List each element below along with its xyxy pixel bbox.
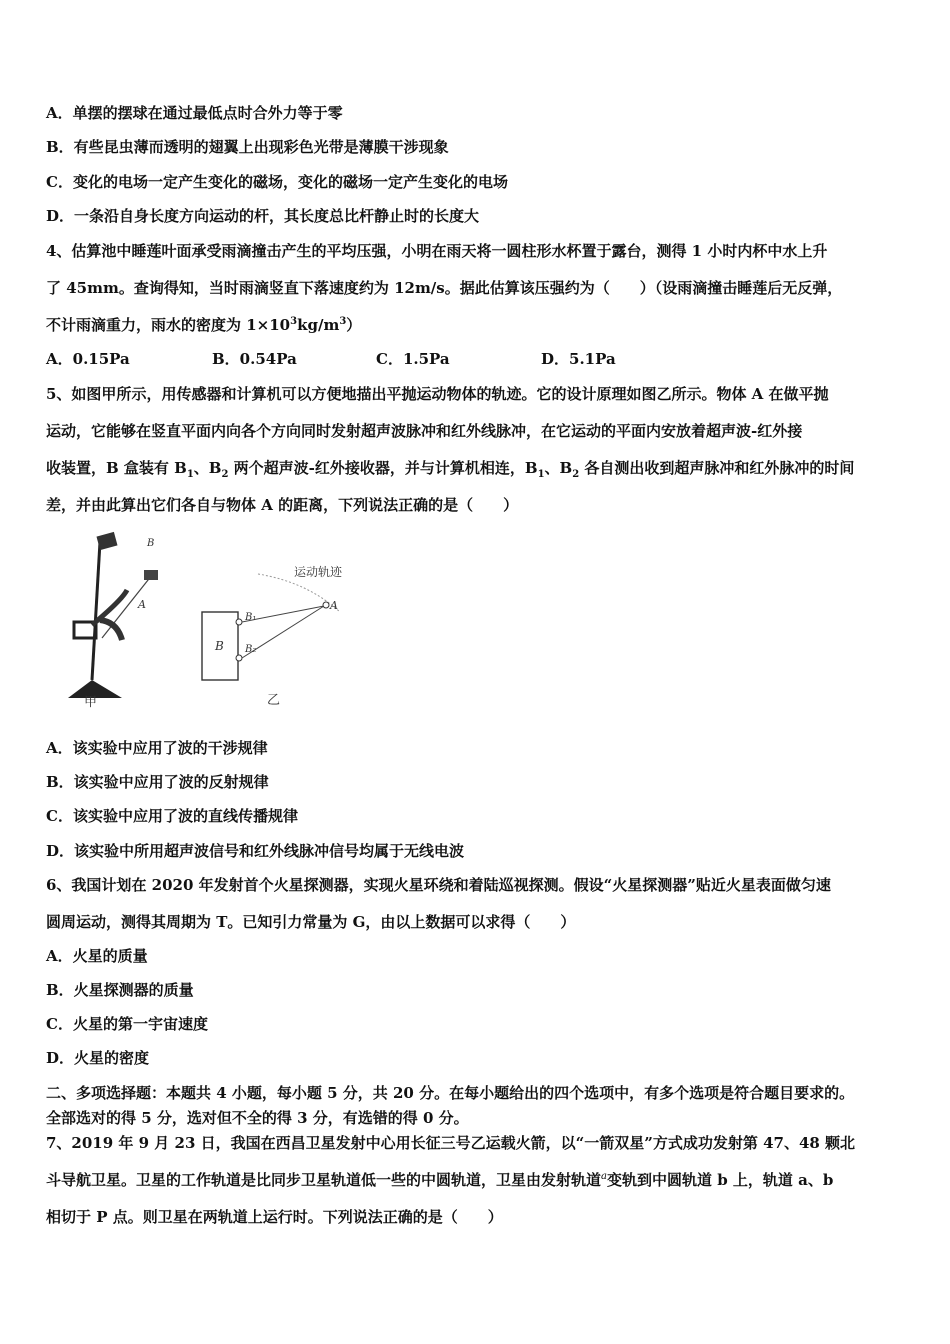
figure-label-jia: 甲 bbox=[84, 695, 98, 710]
q3-option-c: C．变化的电场一定产生变化的磁场，变化的磁场一定产生变化的电场 bbox=[46, 173, 508, 191]
q7-line2-b: 变轨到中圆轨道 b 上，轨道 a、b bbox=[606, 1171, 834, 1189]
figure-label-B-box: B bbox=[215, 639, 224, 653]
q7-stem-line1: 7、2019 年 9 月 23 日，我国在西昌卫星发射中心用长征三号乙运载火箭，以“一箭双星”方式成功发射第 47、48 颗北 bbox=[46, 1134, 856, 1152]
q7-stem-line3: 相切于 P 点。则卫星在两轨道上运行时。下列说法正确的是（ ） bbox=[46, 1208, 503, 1226]
q4-option-a: A．0.15Pa bbox=[46, 350, 130, 368]
q6-stem-line1: 6、我国计划在 2020 年发射首个火星探测器，实现火星环绕和着陆巡视探测。假设“火星探测器”贴近火星表面做匀速 bbox=[46, 876, 831, 894]
q5-l3-sub4: 2 bbox=[572, 469, 580, 480]
q5-l3-c: 两个超声波-红外接收器，并与计算机相连，B bbox=[228, 459, 538, 477]
q5-stem-line2: 运动，它能够在竖直平面内向各个方向同时发射超声波脉冲和红外线脉冲，在它运动的平面内安放着超声波-红外接 bbox=[46, 422, 803, 440]
q6-stem-line2: 圆周运动，测得其周期为 T。已知引力常量为 G，由以上数据可以求得（ ） bbox=[46, 913, 576, 931]
q5-stem-line4: 差，并由此算出它们各自与物体 A 的距离，下列说法正确的是（ ） bbox=[46, 496, 519, 514]
q3-option-d: D．一条沿自身长度方向运动的杆，其长度总比杆静止时的长度大 bbox=[46, 207, 480, 225]
q4-line3-sup2: 3 bbox=[339, 316, 347, 327]
q4-line3-sup: 3 bbox=[290, 316, 298, 327]
q6-option-c: C．火星的第一宇宙速度 bbox=[46, 1015, 208, 1033]
q4-stem-line2: 了 45mm。查询得知，当时雨滴竖直下落速度约为 12m/s。据此估算该压强约为（ ）（设雨滴撞击睡莲后无反弹， bbox=[46, 279, 843, 297]
q4-option-b: B．0.54Pa bbox=[212, 350, 297, 368]
figure-yi-schematic bbox=[202, 574, 340, 680]
q7-line2-sym: a bbox=[601, 1171, 607, 1182]
q3-option-a: A．单摆的摆球在通过最低点时合外力等于零 bbox=[46, 104, 343, 122]
q5-l3-b: 、B bbox=[193, 459, 222, 477]
q4-line3-post: ） bbox=[346, 316, 362, 334]
q4-stem-line1: 4、估算池中睡莲叶面承受雨滴撞击产生的平均压强，小明在雨天将一圆柱形水杯置于露台，测得 1 小时内杯中水上升 bbox=[46, 242, 828, 260]
figure-label-A-yi: A bbox=[330, 599, 338, 612]
q5-option-b: B．该实验中应用了波的反射规律 bbox=[46, 773, 269, 791]
q5-option-c: C．该实验中应用了波的直线传播规律 bbox=[46, 807, 298, 825]
section2-line1: 二、多项选择题：本题共 4 小题，每小题 5 分，共 20 分。在每小题给出的四个选项中，有多个选项是符合题目要求的。 bbox=[46, 1084, 855, 1102]
q5-l3-a: 收装置，B 盒装有 B bbox=[46, 459, 187, 477]
figure-label-B2: B₂ bbox=[245, 644, 257, 655]
figure-label-B1: B₁ bbox=[245, 612, 257, 623]
q4-option-d: D．5.1Pa bbox=[541, 350, 616, 368]
q5-l3-sub3: 1 bbox=[537, 469, 545, 480]
q4-line3-pre: 不计雨滴重力，雨水的密度为 1×10 bbox=[46, 316, 291, 334]
q5-l3-d: 、B bbox=[544, 459, 573, 477]
figure-jia-apparatus bbox=[68, 532, 158, 698]
q7-stem-line2 bbox=[46, 1169, 833, 1190]
q5-stem-line3 bbox=[46, 457, 854, 480]
q6-option-b: B．火星探测器的质量 bbox=[46, 981, 194, 999]
q3-option-b: B．有些昆虫薄而透明的翅翼上出现彩色光带是薄膜干涉现象 bbox=[46, 138, 449, 156]
q5-figure bbox=[62, 530, 372, 710]
figure-label-B-top: B bbox=[147, 538, 155, 549]
figure-label-track: 运动轨迹 bbox=[294, 565, 343, 579]
section2-line2: 全部选对的得 5 分，选对但不全的得 3 分，有选错的得 0 分。 bbox=[46, 1109, 469, 1127]
q6-option-a: A．火星的质量 bbox=[46, 947, 148, 965]
q5-l3-sub2: 2 bbox=[221, 469, 229, 480]
q5-option-a: A．该实验中应用了波的干涉规律 bbox=[46, 739, 268, 757]
q4-stem-line3 bbox=[46, 314, 361, 335]
figure-label-yi: 乙 bbox=[267, 693, 281, 708]
q5-option-d: D．该实验中所用超声波信号和红外线脉冲信号均属于无线电波 bbox=[46, 842, 465, 860]
q4-option-c: C．1.5Pa bbox=[376, 350, 450, 368]
q5-l3-sub1: 1 bbox=[186, 469, 194, 480]
q5-l3-e: 各自测出收到超声脉冲和红外脉冲的时间 bbox=[579, 459, 855, 477]
figure-label-A-jia: A bbox=[138, 598, 146, 611]
q5-stem-line1: 5、如图甲所示，用传感器和计算机可以方便地描出平抛运动物体的轨迹。它的设计原理如图乙所示。物体 A 在做平抛 bbox=[46, 385, 829, 403]
q4-line3-mid: kg/m bbox=[297, 316, 340, 334]
q7-line2-a: 斗导航卫星。卫星的工作轨道是比同步卫星轨道低一些的中圆轨道，卫星由发射轨道 bbox=[46, 1171, 602, 1189]
q6-option-d: D．火星的密度 bbox=[46, 1049, 150, 1067]
